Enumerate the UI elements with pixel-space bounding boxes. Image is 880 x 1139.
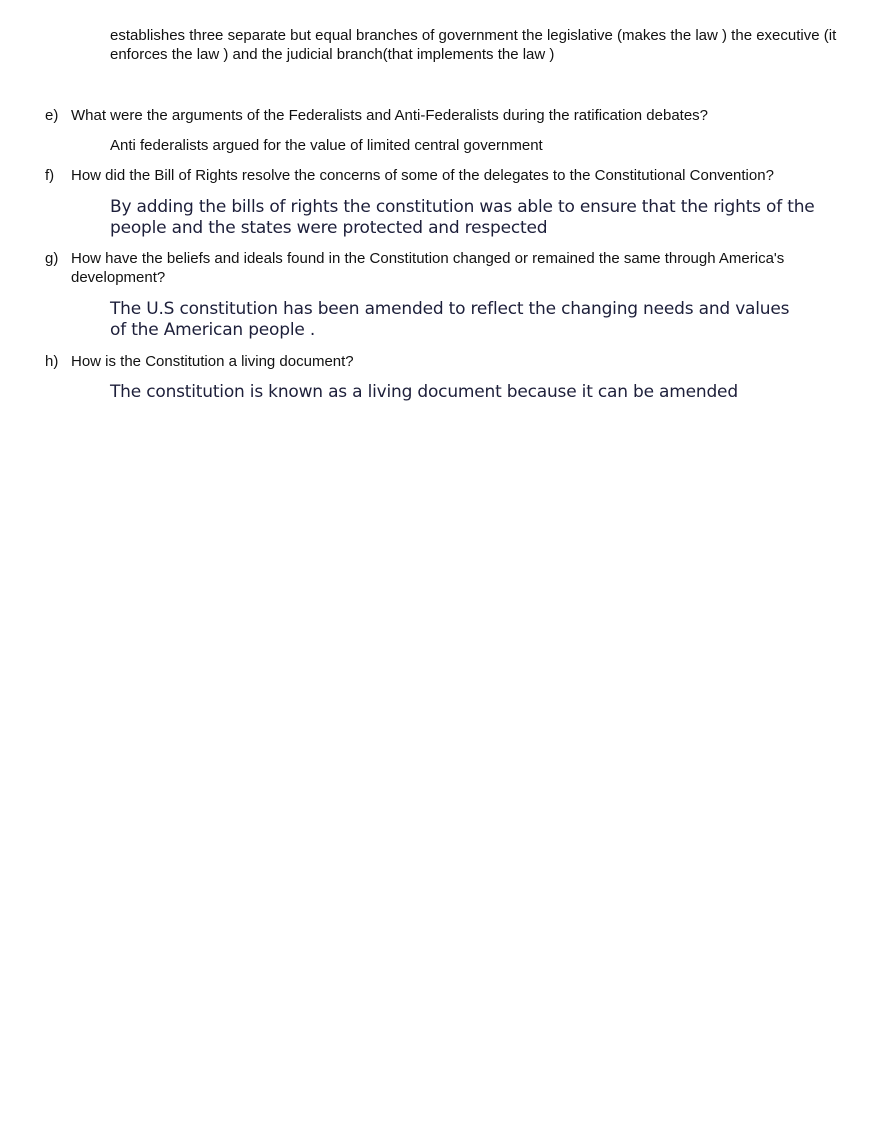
- answer-f: By adding the bills of rights the constitution was able to ensure that the rights of the people and the states were protected and respected: [110, 197, 815, 238]
- answer-h: The constitution is known as a living document because it can be amended: [110, 382, 738, 402]
- question-f-letter: f): [45, 167, 55, 184]
- question-g-text: How have the beliefs and ideals found in the Constitution changed or remained the same through America's development?: [71, 250, 785, 286]
- question-h-text: How is the Constitution a living document?: [71, 353, 354, 370]
- question-f-text: How did the Bill of Rights resolve the concerns of some of the delegates to the Constitutional Convention?: [71, 167, 774, 184]
- question-h: [45, 352, 835, 371]
- question-h-letter: h): [45, 353, 59, 370]
- question-g: [45, 249, 835, 287]
- question-g-letter: g): [45, 250, 59, 267]
- question-f: [45, 166, 835, 185]
- question-e-letter: e): [45, 107, 59, 124]
- answer-e: Anti federalists argued for the value of limited central government: [110, 137, 543, 154]
- answer-g: The U.S constitution has been amended to reflect the changing needs and values of the American people .: [110, 299, 790, 340]
- answer-d-continuation: establishes three separate but equal branches of government the legislative (makes the law ) the executive (it enforces the law ) and the judicial branch(that implements the law ): [110, 27, 837, 63]
- question-e-text: What were the arguments of the Federalists and Anti-Federalists during the ratification debates?: [71, 107, 709, 124]
- question-e: [45, 106, 835, 125]
